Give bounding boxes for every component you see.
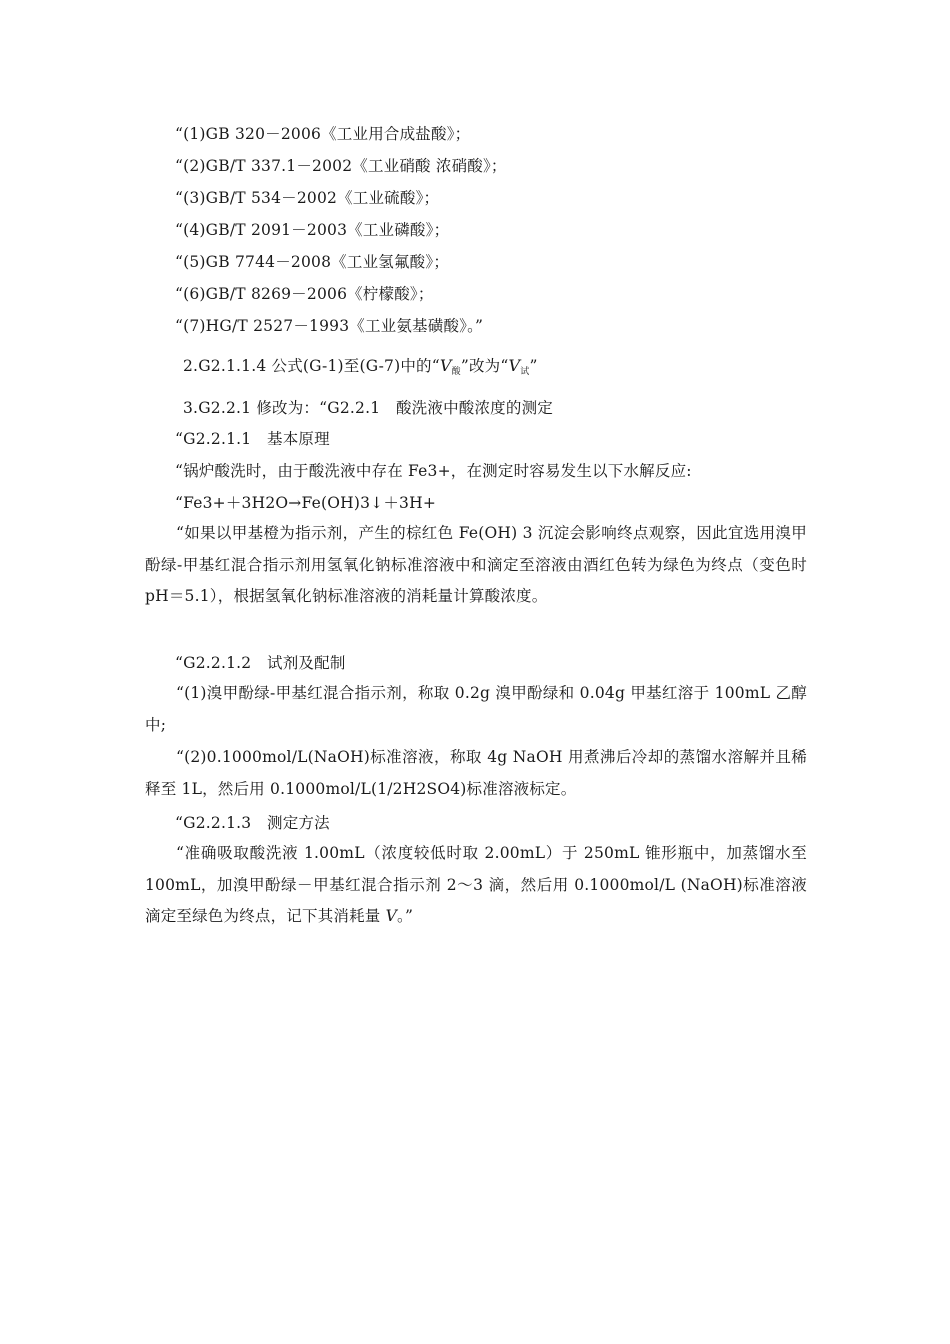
standard-item-3: “(3)GB/T 534－2002《工业硫酸》；	[175, 189, 440, 207]
item-2-suffix: ”	[529, 357, 538, 375]
principle-intro: “锅炉酸洗时，由于酸洗液中存在 Fe3+，在测定时容易发生以下水解反应:	[175, 462, 692, 480]
method-text: “准确吸取酸洗液 1.00mL（浓度较低时取 2.00mL）于 250mL 锥形瓶中，加蒸馏水至 100mL，加溴甲酚绿－甲基红混合指示剂 2～3 滴，然后用 0.1000mol/L (NaOH)标准溶液滴定至绿色为终点，记下其消耗量	[145, 844, 807, 925]
symbol-v-old-sub: 酸	[451, 367, 461, 377]
symbol-v-old-main: V	[439, 356, 452, 375]
item-2-middle: ”改为“	[460, 357, 509, 375]
symbol-v-new-sub: 试	[520, 367, 530, 377]
item-2-prefix: 2.G2.1.1.4 公式(G-1)至(G-7)中的“	[183, 357, 440, 375]
section-principle-heading: “G2.2.1.1 基本原理	[175, 430, 330, 448]
standard-item-7: “(7)HG/T 2527－1993《工业氨基磺酸》。”	[175, 317, 484, 335]
symbol-v-new	[509, 356, 530, 375]
reagent-1-paragraph: “(1)溴甲酚绿-甲基红混合指示剂，称取 0.2g 溴甲酚绿和 0.04g 甲基红溶于 100mL 乙醇中;	[145, 684, 807, 734]
principle-paragraph: “如果以甲基橙为指示剂，产生的棕红色 Fe(OH) 3 沉淀会影响终点观察，因此宜选用溴甲酚绿-甲基红混合指示剂用氢氧化钠标准溶液中和滴定至溶液由酒红色转为绿色为终点（变色时 pH＝5.1），根据氢氧化钠标准溶液的消耗量计算酸浓度。	[145, 524, 807, 605]
method-paragraph	[145, 838, 807, 933]
standard-item-1: “(1)GB 320－2006《工业用合成盐酸》；	[175, 125, 471, 143]
method-variable-v: V	[385, 907, 398, 925]
reagent-2-paragraph: “(2)0.1000mol/L(NaOH)标准溶液，称取 4g NaOH 用煮沸后冷却的蒸馏水溶解并且稀释至 1L，然后用 0.1000mol/L(1/2H2SO4)标准溶液标定。	[145, 748, 807, 798]
item-2-formula-change	[183, 356, 538, 382]
hydrolysis-reaction: “Fe3+＋3H2O→Fe(OH)3↓＋3H+	[175, 494, 437, 512]
section-method-heading: “G2.2.1.3 测定方法	[175, 814, 330, 832]
symbol-v-new-main: V	[508, 356, 521, 375]
standard-item-6: “(6)GB/T 8269－2006《柠檬酸》；	[175, 285, 434, 303]
method-end: 。”	[397, 907, 414, 925]
standard-item-4: “(4)GB/T 2091－2003《工业磷酸》；	[175, 221, 450, 239]
item-3-heading: 3.G2.2.1 修改为：“G2.2.1 酸洗液中酸浓度的测定	[183, 399, 553, 417]
symbol-v-old	[440, 356, 461, 375]
standard-item-2: “(2)GB/T 337.1－2002《工业硝酸 浓硝酸》；	[175, 157, 507, 175]
section-reagents-heading: “G2.2.1.2 试剂及配制	[175, 654, 346, 672]
standard-item-5: “(5)GB 7744－2008《工业氢氟酸》；	[175, 253, 450, 271]
